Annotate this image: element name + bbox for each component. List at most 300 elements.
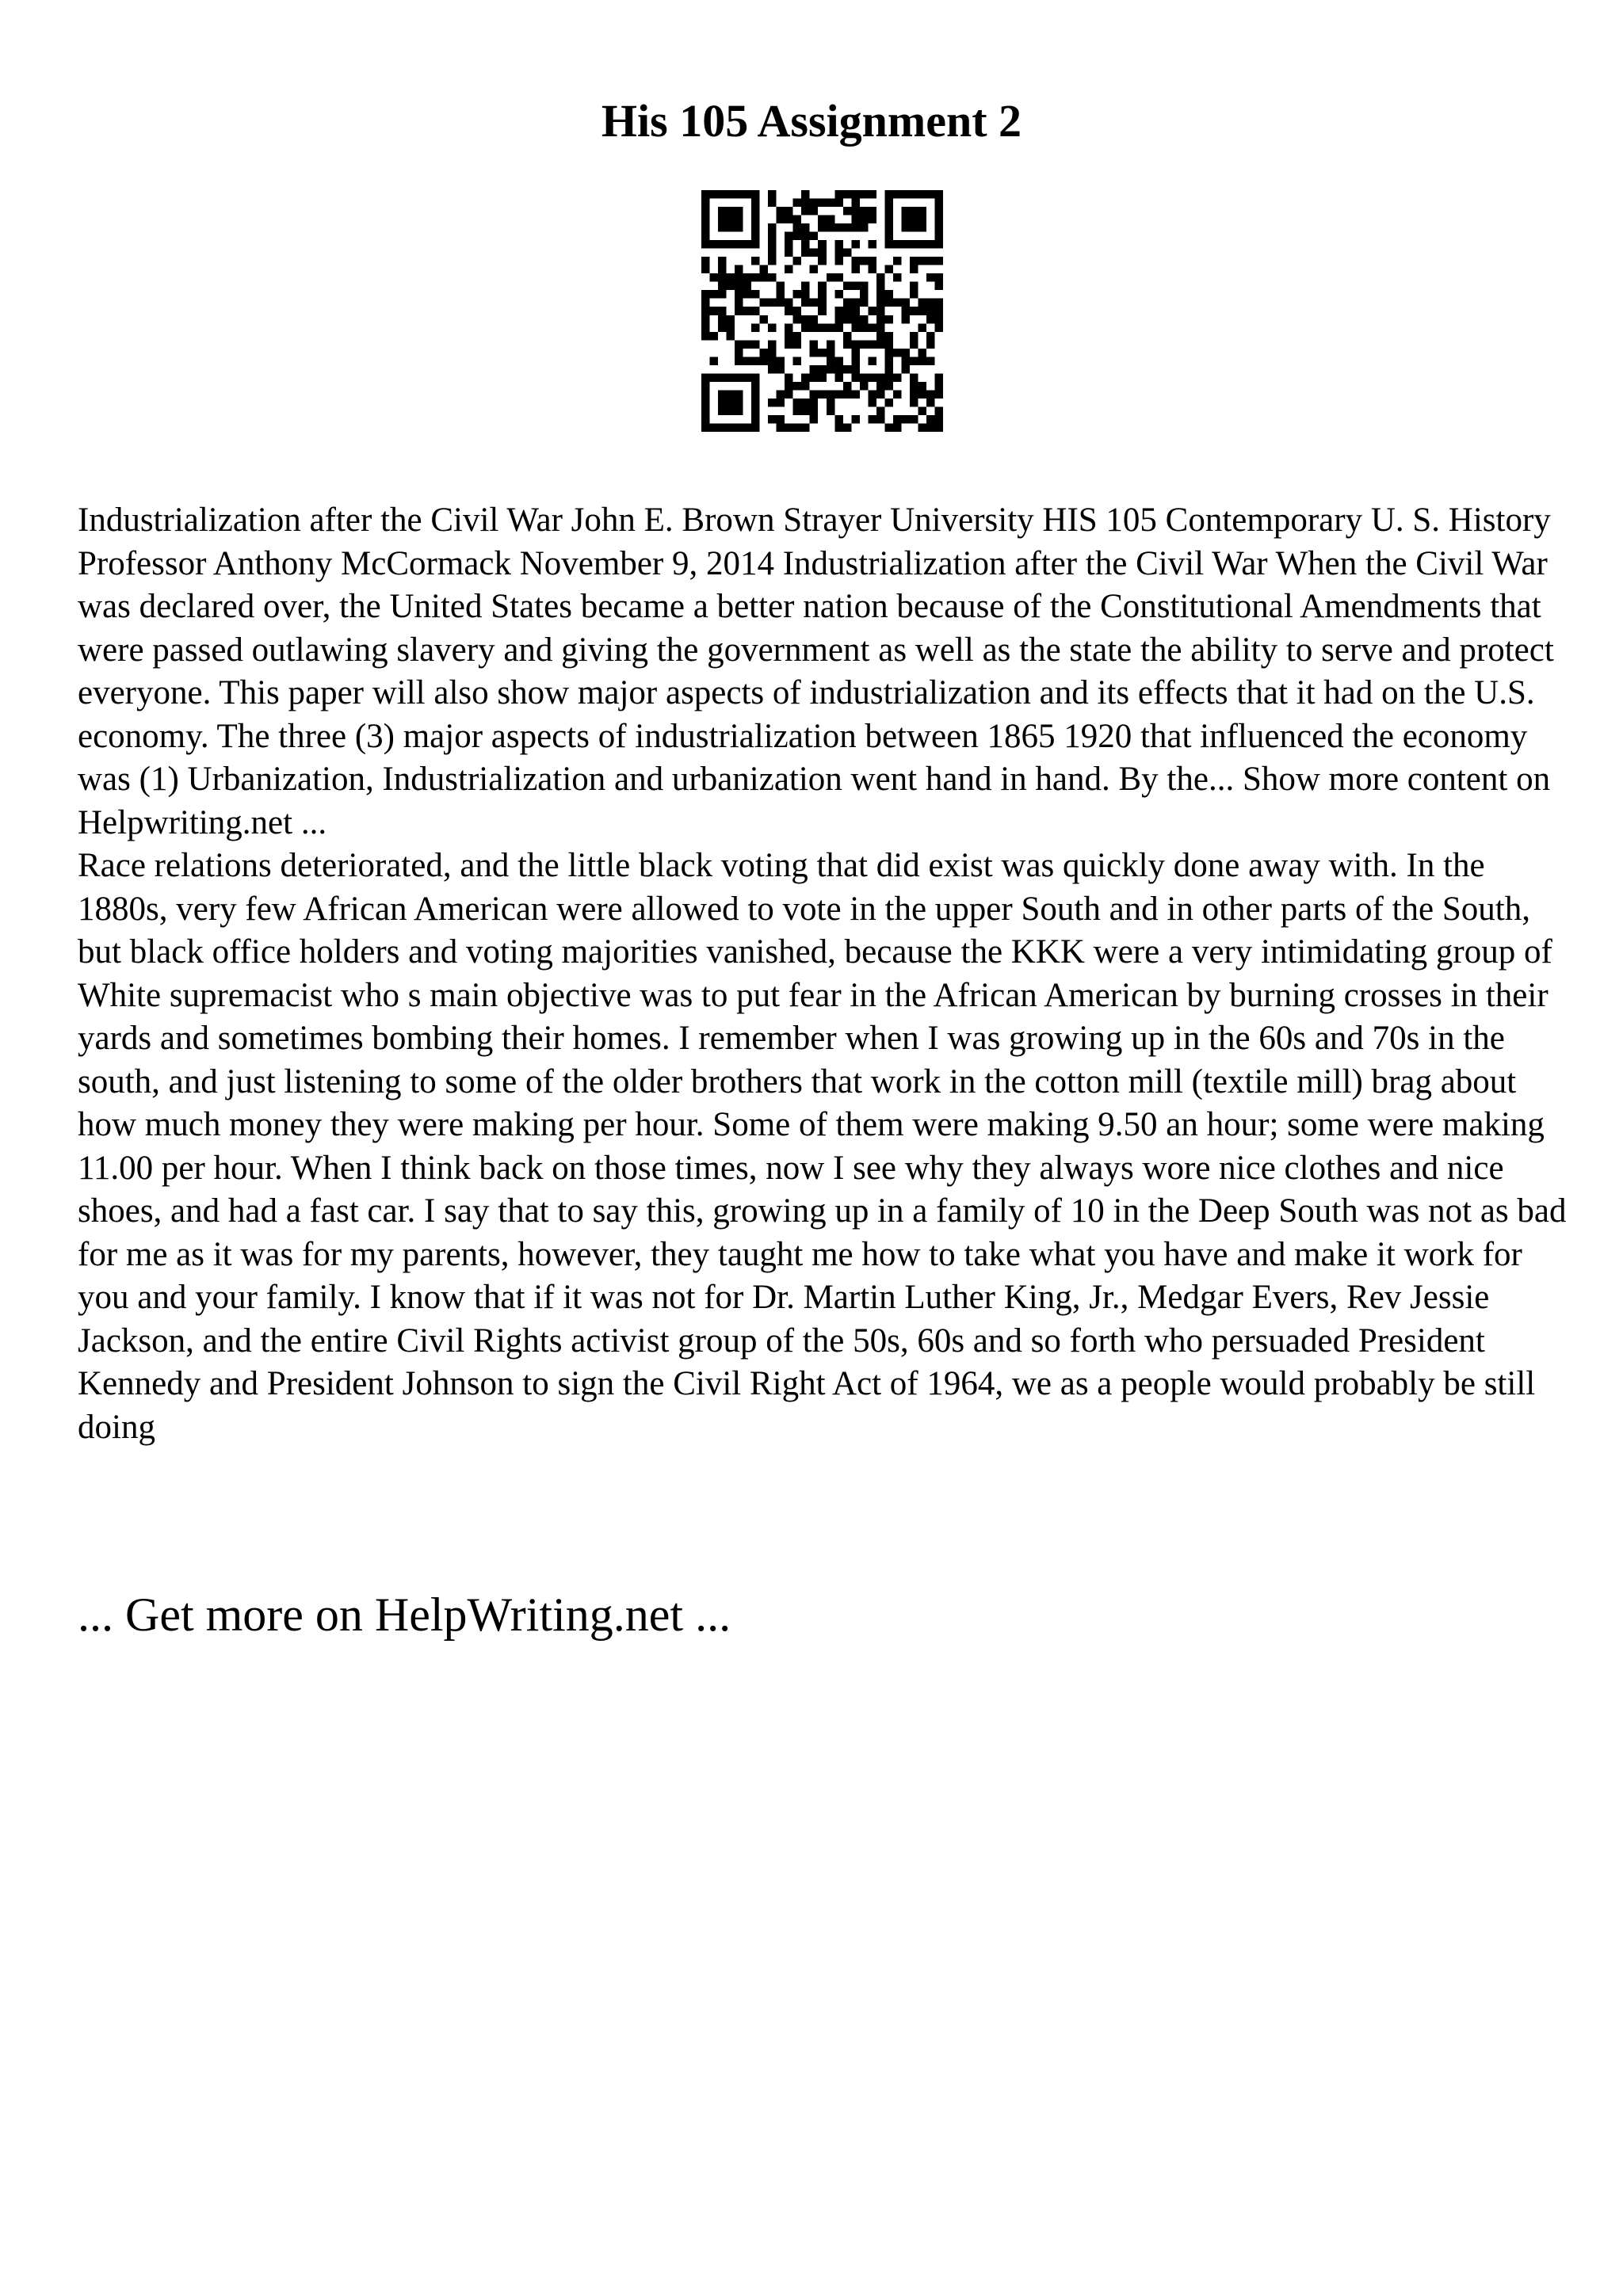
qr-module (934, 307, 943, 315)
qr-module (834, 307, 843, 315)
qr-module (760, 273, 769, 282)
qr-module (884, 207, 893, 215)
qr-module (785, 240, 793, 249)
qr-module (701, 415, 710, 424)
qr-module (934, 223, 943, 232)
qr-module (934, 273, 943, 282)
qr-module (718, 406, 727, 415)
qr-module (901, 415, 910, 424)
qr-module (810, 232, 819, 241)
qr-module (801, 399, 810, 407)
qr-module (934, 315, 943, 324)
qr-module (884, 215, 893, 224)
qr-module (735, 390, 743, 399)
qr-module (701, 240, 710, 249)
qr-module (735, 190, 743, 199)
qr-module (735, 282, 743, 291)
qr-module (768, 399, 777, 407)
qr-module (851, 307, 860, 315)
qr-module (834, 423, 843, 432)
qr-module (701, 315, 710, 324)
qr-module (884, 357, 893, 365)
qr-module (827, 390, 835, 399)
qr-module (851, 315, 860, 324)
qr-module (843, 382, 852, 391)
qr-module (777, 290, 785, 299)
qr-module (918, 423, 926, 432)
qr-module (701, 299, 710, 307)
qr-module (918, 382, 926, 391)
qr-module (718, 223, 727, 232)
qr-module (701, 215, 710, 224)
qr-module (701, 257, 710, 265)
qr-module (768, 199, 777, 208)
qr-module (701, 332, 710, 341)
qr-module (910, 190, 918, 199)
qr-module (793, 307, 802, 315)
qr-module (718, 207, 727, 215)
qr-module (876, 273, 885, 282)
qr-module (768, 232, 777, 241)
qr-module (818, 323, 827, 332)
qr-module (876, 382, 885, 391)
qr-module (777, 357, 785, 365)
qr-module (827, 215, 835, 224)
qr-module (751, 215, 760, 224)
qr-module (926, 332, 935, 341)
qr-module (727, 207, 735, 215)
qr-module (801, 423, 810, 432)
qr-module (768, 273, 777, 282)
qr-module (751, 357, 760, 365)
qr-module (801, 240, 810, 249)
qr-module (743, 282, 752, 291)
qr-module (851, 199, 860, 208)
qr-module (818, 307, 827, 315)
qr-module (834, 373, 843, 382)
qr-module (801, 315, 810, 324)
qr-module (860, 340, 869, 349)
qr-module (910, 373, 918, 382)
qr-module (843, 299, 852, 307)
qr-module (918, 215, 926, 224)
qr-module (793, 423, 802, 432)
qr-module (777, 390, 785, 399)
qr-module (893, 423, 902, 432)
qr-module (926, 340, 935, 349)
qr-module (876, 415, 885, 424)
qr-module (934, 415, 943, 424)
qr-module (910, 223, 918, 232)
qr-module (751, 415, 760, 424)
qr-module (785, 232, 793, 241)
qr-module (860, 207, 869, 215)
qr-module (785, 373, 793, 382)
qr-module (834, 190, 843, 199)
qr-module (827, 223, 835, 232)
qr-module (793, 332, 802, 341)
qr-module (735, 223, 743, 232)
qr-module (793, 199, 802, 208)
qr-module (868, 207, 876, 215)
qr-module (735, 357, 743, 365)
qr-module (810, 349, 819, 357)
qr-module (727, 223, 735, 232)
qr-module (718, 373, 727, 382)
qr-module (751, 323, 760, 332)
qr-module (834, 199, 843, 208)
qr-module (718, 290, 727, 299)
qr-module (884, 299, 893, 307)
qr-module (851, 190, 860, 199)
qr-module (701, 399, 710, 407)
qr-module (851, 340, 860, 349)
qr-module (910, 332, 918, 341)
qr-module (901, 207, 910, 215)
qr-module (701, 232, 710, 241)
qr-module (934, 299, 943, 307)
qr-module (926, 315, 935, 324)
qr-module (818, 240, 827, 249)
qr-module (884, 290, 893, 299)
qr-module (934, 382, 943, 391)
qr-module (910, 340, 918, 349)
qr-module (727, 406, 735, 415)
qr-module (801, 232, 810, 241)
qr-module (901, 190, 910, 199)
qr-module (843, 423, 852, 432)
qr-module (701, 406, 710, 415)
qr-module (884, 223, 893, 232)
qr-module (801, 406, 810, 415)
qr-module (884, 199, 893, 208)
qr-module (777, 415, 785, 424)
qr-module (801, 382, 810, 391)
qr-module (901, 315, 910, 324)
qr-module (793, 357, 802, 365)
qr-module (735, 373, 743, 382)
qr-module (876, 282, 885, 291)
qr-module (710, 373, 719, 382)
qr-module (926, 307, 935, 315)
qr-module (910, 215, 918, 224)
qr-module (760, 349, 769, 357)
qr-module (910, 307, 918, 315)
qr-module (768, 223, 777, 232)
qr-module (843, 315, 852, 324)
qr-module (768, 240, 777, 249)
qr-module (910, 240, 918, 249)
qr-module (818, 365, 827, 374)
qr-module (810, 406, 819, 415)
qr-module (884, 240, 893, 249)
qr-module (934, 215, 943, 224)
qr-module (860, 282, 869, 291)
qr-module (735, 340, 743, 349)
qr-module (926, 399, 935, 407)
qr-module (910, 390, 918, 399)
qr-module (710, 357, 719, 365)
qr-code-icon (701, 190, 943, 432)
qr-module (818, 257, 827, 265)
qr-module (868, 357, 876, 365)
qr-module (884, 423, 893, 432)
qr-module (701, 223, 710, 232)
qr-module (827, 323, 835, 332)
qr-module (801, 190, 810, 199)
qr-module (827, 399, 835, 407)
qr-module (851, 257, 860, 265)
qr-module (868, 373, 876, 382)
qr-module (793, 232, 802, 241)
qr-module (735, 207, 743, 215)
qr-module (860, 190, 869, 199)
qr-module (727, 423, 735, 432)
qr-module (851, 240, 860, 249)
qr-module (901, 365, 910, 374)
qr-module (884, 373, 893, 382)
qr-module (834, 273, 843, 282)
qr-module (810, 207, 819, 215)
qr-module (801, 207, 810, 215)
qr-module (884, 332, 893, 341)
qr-module (893, 257, 902, 265)
qr-module (818, 349, 827, 357)
qr-module (860, 373, 869, 382)
qr-module (926, 240, 935, 249)
qr-module (801, 282, 810, 291)
qr-module (801, 323, 810, 332)
get-more-link[interactable]: ... Get more on HelpWriting.net ... (78, 1589, 731, 1641)
qr-module (843, 340, 852, 349)
qr-module (876, 299, 885, 307)
qr-module (810, 365, 819, 374)
qr-module (851, 323, 860, 332)
qr-module (785, 382, 793, 391)
qr-module (884, 382, 893, 391)
qr-module (801, 299, 810, 307)
qr-module (777, 282, 785, 291)
qr-module (727, 332, 735, 341)
qr-module (751, 382, 760, 391)
qr-module (868, 190, 876, 199)
qr-module (834, 357, 843, 365)
qr-module (810, 373, 819, 382)
qr-module (910, 282, 918, 291)
qr-module (827, 199, 835, 208)
qr-module (827, 273, 835, 282)
qr-module (810, 265, 819, 274)
qr-module (751, 373, 760, 382)
qr-module (851, 299, 860, 307)
qr-module (718, 323, 727, 332)
qr-module (760, 315, 769, 324)
qr-module (768, 340, 777, 349)
qr-module (751, 340, 760, 349)
qr-module (901, 307, 910, 315)
qr-module (751, 406, 760, 415)
qr-module (918, 257, 926, 265)
qr-module (827, 365, 835, 374)
qr-module (910, 382, 918, 391)
qr-module (876, 307, 885, 315)
qr-module (876, 390, 885, 399)
qr-module (701, 423, 710, 432)
qr-module (735, 399, 743, 407)
qr-module (910, 257, 918, 265)
qr-module (876, 373, 885, 382)
qr-module (810, 399, 819, 407)
qr-module (751, 390, 760, 399)
qr-module (834, 315, 843, 324)
qr-module (818, 249, 827, 257)
qr-module (777, 365, 785, 374)
qr-module (843, 332, 852, 341)
qr-module (710, 423, 719, 432)
qr-module (751, 273, 760, 282)
qr-module (893, 390, 902, 399)
qr-module (918, 323, 926, 332)
qr-module (868, 257, 876, 265)
qr-module (918, 207, 926, 215)
qr-module (751, 257, 760, 265)
qr-module (785, 332, 793, 341)
qr-module (926, 415, 935, 424)
qr-module (918, 190, 926, 199)
qr-module (860, 323, 869, 332)
qr-module (876, 406, 885, 415)
qr-module (743, 373, 752, 382)
qr-module (793, 290, 802, 299)
qr-module (785, 323, 793, 332)
qr-module (785, 307, 793, 315)
qr-module (910, 265, 918, 274)
qr-module (727, 273, 735, 282)
qr-module (834, 390, 843, 399)
qr-module (818, 215, 827, 224)
qr-module (910, 207, 918, 215)
qr-module (751, 290, 760, 299)
qr-module (735, 423, 743, 432)
qr-module (701, 290, 710, 299)
qr-module (768, 257, 777, 265)
qr-module (834, 323, 843, 332)
qr-module (701, 390, 710, 399)
qr-module (768, 323, 777, 332)
qr-module (876, 315, 885, 324)
qr-module (884, 265, 893, 274)
qr-module (934, 232, 943, 241)
qr-module (893, 190, 902, 199)
qr-module (768, 190, 777, 199)
qr-module (834, 223, 843, 232)
qr-module (843, 282, 852, 291)
qr-module (918, 223, 926, 232)
qr-module (868, 215, 876, 224)
qr-module (926, 190, 935, 199)
qr-module (934, 406, 943, 415)
qr-module (751, 207, 760, 215)
qr-module (910, 399, 918, 407)
qr-module (751, 240, 760, 249)
qr-module (934, 390, 943, 399)
qr-module (893, 273, 902, 282)
qr-module (893, 240, 902, 249)
qr-module (884, 365, 893, 374)
qr-module (718, 399, 727, 407)
qr-module (743, 357, 752, 365)
qr-module (834, 257, 843, 265)
qr-module (851, 349, 860, 357)
qr-module (810, 340, 819, 349)
qr-module (901, 349, 910, 357)
qr-module (793, 215, 802, 224)
qr-module (843, 307, 852, 315)
qr-module (743, 307, 752, 315)
qr-module (743, 190, 752, 199)
qr-module (926, 357, 935, 365)
qr-module (934, 373, 943, 382)
qr-module (818, 223, 827, 232)
qr-module (793, 399, 802, 407)
qr-module (743, 340, 752, 349)
qr-module (868, 340, 876, 349)
qr-module (876, 323, 885, 332)
qr-module (868, 323, 876, 332)
qr-module (893, 415, 902, 424)
qr-module (751, 190, 760, 199)
qr-module (801, 223, 810, 232)
qr-module (868, 240, 876, 249)
qr-module (893, 349, 902, 357)
qr-module (785, 249, 793, 257)
qr-module (876, 290, 885, 299)
qr-module (727, 399, 735, 407)
qr-module (768, 365, 777, 374)
qr-module (901, 299, 910, 307)
qr-module (793, 382, 802, 391)
qr-module (793, 406, 802, 415)
qr-module (735, 406, 743, 415)
qr-module (918, 349, 926, 357)
qr-module (843, 390, 852, 399)
qr-module (701, 207, 710, 215)
qr-module (760, 299, 769, 307)
qr-module (727, 390, 735, 399)
qr-module (785, 207, 793, 215)
qr-module (768, 357, 777, 365)
qr-module (818, 299, 827, 307)
qr-module (751, 223, 760, 232)
qr-module (718, 315, 727, 324)
qr-module (768, 249, 777, 257)
qr-module (827, 406, 835, 415)
qr-module (827, 340, 835, 349)
qr-module (777, 215, 785, 224)
paragraph-intro: Industrialization after the Civil War John E. Brown Strayer University HIS 105 Contemporary U. S. History Professor Anthony McCormack November 9, 2014 Industrialization after the Civil War When the Civil War was declared over, the United States became a better nation because of the Constitutional Amendments that were passed outlawing slavery and giving the government as well as the state the ability to serve and protect everyone. This paper will also show major aspects of industrialization and its effects that it had on the U.S. economy. The three (3) major aspects of industrialization between 1865 1920 that influenced the economy was (1) Urbanization, Industrialization and urbanization went hand in hand. By the... Show more content on Helpwriting.net ... (78, 502, 1554, 841)
qr-module (851, 373, 860, 382)
qr-module (818, 373, 827, 382)
qr-module (701, 323, 710, 332)
qr-module (801, 290, 810, 299)
qr-module (901, 223, 910, 232)
qr-module (868, 399, 876, 407)
qr-module (735, 240, 743, 249)
qr-module (901, 215, 910, 224)
qr-module (934, 240, 943, 249)
qr-module (801, 249, 810, 257)
qr-module (751, 399, 760, 407)
